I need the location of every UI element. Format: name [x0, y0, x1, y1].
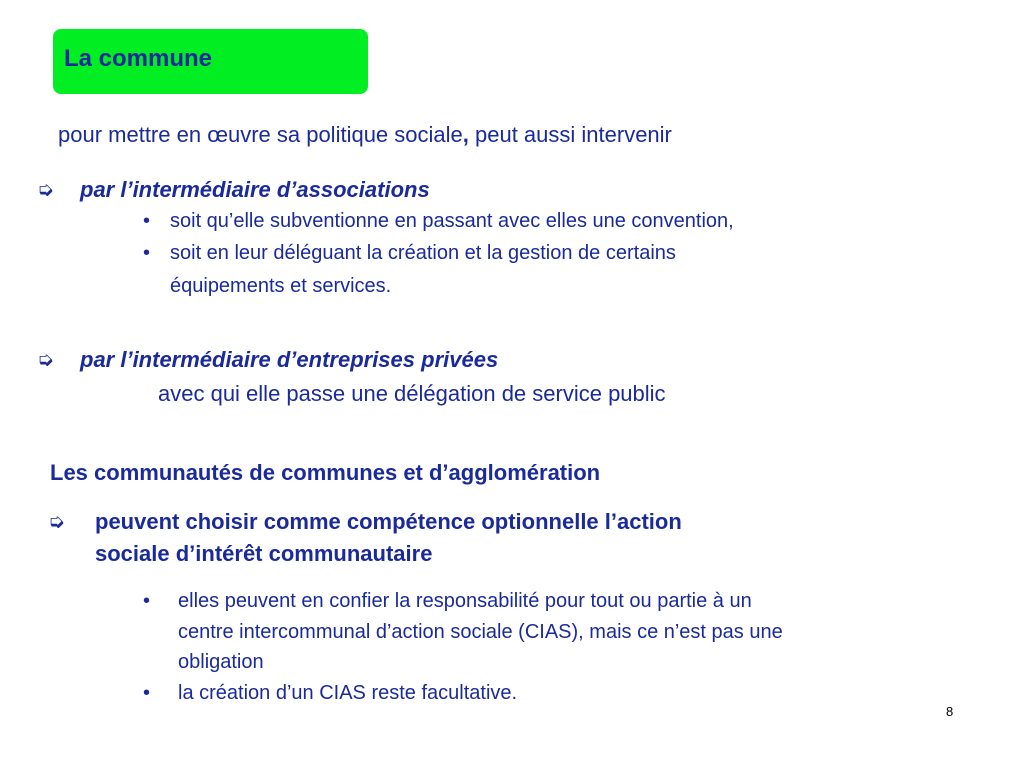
bullet-dot-icon: • [143, 242, 151, 264]
section2-heading: par l’intermédiaire d’entreprises privées [80, 347, 499, 372]
section1-heading: par l’intermédiaire d’associations [80, 177, 430, 202]
section1-bullet-2-continuation: équipements et services. [170, 275, 392, 297]
title-box [53, 29, 368, 94]
section3-bullet-1-line3: obligation [178, 651, 264, 673]
intro-before: pour mettre en œuvre sa politique sociale [58, 122, 463, 147]
section3-point-line2: sociale d’intérêt communautaire [95, 541, 433, 566]
slide-title: La commune [64, 45, 213, 72]
section3-bullet-1-line1: elles peuvent en confier la responsabilité pour tout ou partie à un [178, 590, 752, 612]
intro-after: peut aussi intervenir [468, 122, 672, 147]
bullet-dot-icon: • [143, 210, 151, 232]
section1-bullet-2: soit en leur déléguant la création et la gestion de certains [170, 242, 676, 264]
intro-comma: , [462, 122, 469, 147]
intro-text [58, 122, 672, 148]
page-number: 8 [946, 704, 954, 719]
section3-heading: Les communautés de communes et d’agglomération [50, 460, 601, 485]
bullet-dot-icon: • [143, 590, 151, 612]
arrow-right-icon: ➭ [37, 347, 54, 371]
section2-detail: avec qui elle passe une délégation de service public [158, 381, 666, 406]
section3-bullet-1-line2: centre intercommunal d’action sociale (CIAS), mais ce n’est pas une [178, 621, 783, 643]
section3-point-line1: peuvent choisir comme compétence optionnelle l’action [95, 509, 682, 534]
section1-bullet-1: soit qu’elle subventionne en passant avec elles une convention, [170, 210, 734, 232]
arrow-right-icon: ➭ [37, 177, 54, 201]
bullet-dot-icon: • [143, 682, 151, 704]
section3-bullet-2: la création d’un CIAS reste facultative. [178, 682, 518, 704]
arrow-right-icon: ➭ [48, 509, 65, 533]
